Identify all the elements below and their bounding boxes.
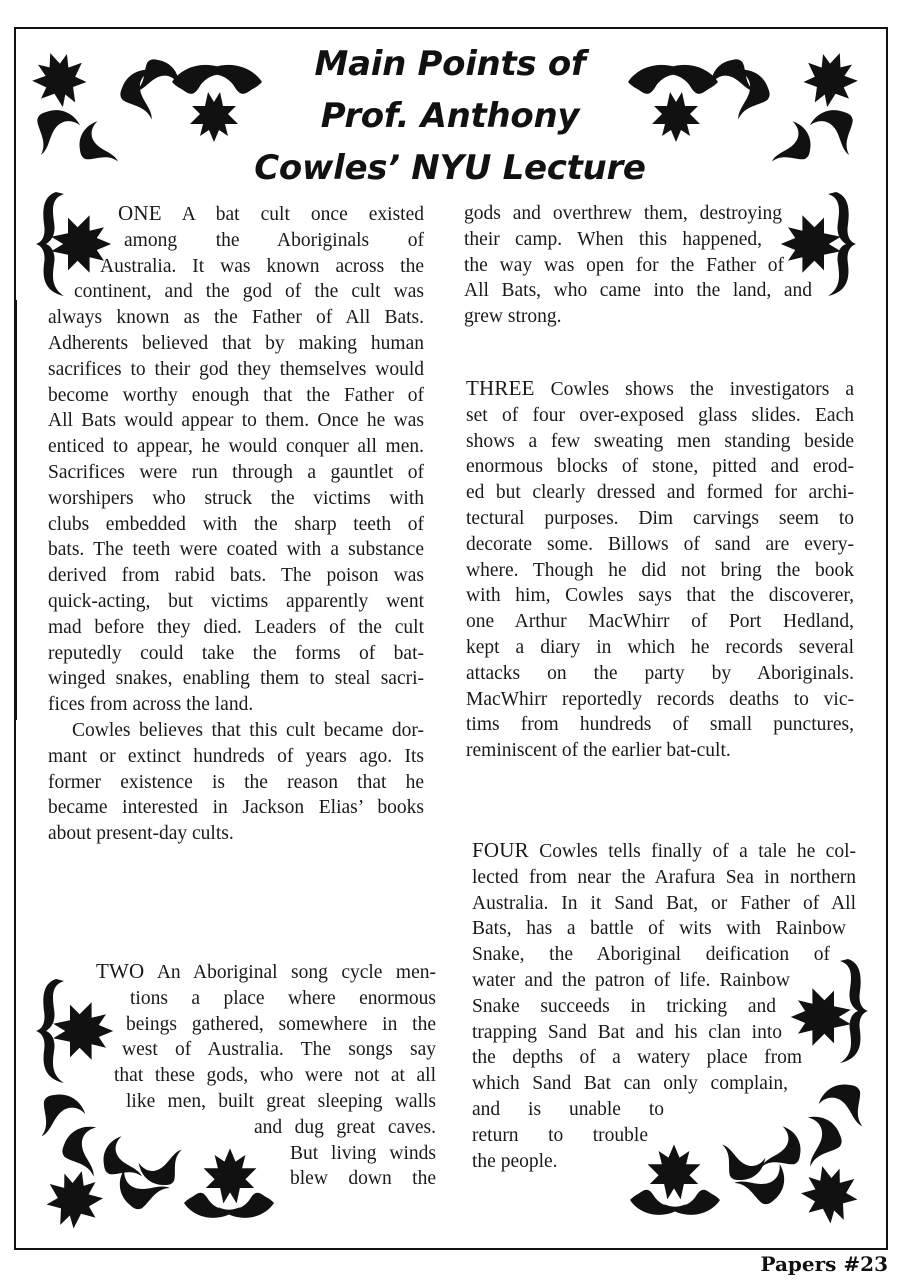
text-line: the depths of a watery place from <box>472 1047 802 1069</box>
text-line: one Arthur MacWhirr of Port Hedland, <box>466 611 854 633</box>
title-line-2: Prof. Anthony <box>320 96 580 136</box>
text-line: and dug great caves. <box>254 1116 436 1138</box>
text-line: where. Though he did not bring the book <box>466 559 854 581</box>
section-lead-three: THREE <box>466 376 535 400</box>
text-line: return to trouble <box>472 1124 648 1146</box>
text-line: mant or extinct hundreds of years ago. Its <box>48 745 424 767</box>
text-line: tions a place where enormous <box>130 987 436 1009</box>
text-line: blew down the <box>290 1168 436 1190</box>
text-line: ONE A bat cult once existed <box>118 201 424 225</box>
text-line: Australia. It was known across the <box>100 255 424 277</box>
section-lead-two: TWO <box>96 959 145 983</box>
text-line: worshipers who struck the victims with <box>48 487 424 509</box>
text-line: their camp. When this happened, <box>464 228 762 250</box>
text-line: reminiscent of the earlier bat-cult. <box>466 740 731 762</box>
text-line: tims from hundreds of small punctures, <box>466 714 854 736</box>
text-line: TWO An Aboriginal song cycle men- <box>96 959 436 983</box>
text-line: grew strong. <box>464 306 562 328</box>
text-line: Sacrifices were run through a gauntlet of <box>48 461 424 483</box>
text-line: attacks on the party by Aboriginals. <box>466 662 854 684</box>
text-line: Bats, has a battle of wits with Rainbow <box>472 918 846 940</box>
text-line: enormous blocks of stone, pitted and erod- <box>466 456 854 478</box>
section-three <box>466 376 854 764</box>
text-line: ed but clearly dressed and formed for archi- <box>466 482 854 504</box>
section-two-continued <box>464 201 814 330</box>
text-line: gods and overthrew them, destroying <box>464 203 782 224</box>
text-line: FOUR Cowles tells finally of a tale he col- <box>472 838 856 862</box>
text-line: winged snakes, enabling them to steal sacri- <box>48 668 424 690</box>
text-line: former existence is the reason that he <box>48 771 424 793</box>
text-line: mad before they died. Leaders of the cult <box>48 616 424 638</box>
text-line: fices from across the land. <box>48 694 254 716</box>
page-footer: Papers #23 <box>760 1252 888 1276</box>
page-title <box>240 38 660 194</box>
text-line: water and the patron of life. Rainbow <box>472 969 790 991</box>
section-lead-four: FOUR <box>472 838 529 862</box>
text-line: But living winds <box>290 1142 436 1164</box>
text-line: that these gods, who were not at all <box>114 1065 436 1087</box>
section-four <box>472 838 856 1174</box>
text-line: All Bats, who came into the land, and <box>464 280 812 302</box>
text-line: tectural purposes. Dim carvings seem to <box>466 507 854 529</box>
text-line: which Sand Bat can only complain, <box>472 1073 788 1095</box>
text-line: sacrifices to their god they themselves would <box>48 358 424 380</box>
text-line: kept a diary in which he records several <box>466 636 854 658</box>
section-lead-one: ONE <box>118 201 162 225</box>
text-line: always known as the Father of All Bats. <box>48 307 424 329</box>
text-line: lected from near the Arafura Sea in northern <box>472 866 856 888</box>
text-line: reputedly could take the forms of bat- <box>48 642 424 664</box>
text-line: decorate some. Billows of sand are every- <box>466 533 854 555</box>
text-line: derived from rabid bats. The poison was <box>48 565 424 587</box>
text-line: among the Aboriginals of <box>124 229 424 251</box>
text-line: quick-acting, but victims apparently went <box>48 590 424 612</box>
text-line: THREE Cowles shows the investigators a <box>466 376 854 400</box>
text-line: bats. The teeth were coated with a substance <box>48 539 424 561</box>
ornament-corner-top-right-icon <box>620 38 860 198</box>
text-line: clubs embedded with the sharp teeth of <box>48 513 424 535</box>
section-one <box>48 201 424 847</box>
text-line: trapping Sand Bat and his clan into <box>472 1021 782 1043</box>
title-line-3: Cowles’ NYU Lecture <box>254 148 646 188</box>
text-line: about present-day cults. <box>48 823 234 845</box>
text-line: the way was open for the Father of <box>464 254 784 276</box>
text-line: Cowles believes that this cult became dor- <box>72 719 424 741</box>
text-line: become worthy enough that the Father of <box>48 384 424 406</box>
text-line: Snake, the Aboriginal deification of <box>472 944 830 966</box>
text-line: set of four over-exposed glass slides. Each <box>466 404 854 426</box>
text-line: became interested in Jackson Elias’ books <box>48 797 424 819</box>
text-line: MacWhirr reportedly records deaths to vic- <box>466 688 854 710</box>
section-two <box>48 959 436 1192</box>
frame-edge <box>14 300 17 720</box>
title-line-1: Main Points of <box>314 44 586 84</box>
text-line: All Bats would appear to them. Once he was <box>48 410 424 432</box>
text-line: Adherents believed that by making human <box>48 332 424 354</box>
text-line: Australia. In it Sand Bat, or Father of All <box>472 892 856 914</box>
ornament-corner-top-left-icon <box>30 38 270 198</box>
text-line: beings gathered, somewhere in the <box>126 1013 436 1035</box>
text-line: with him, Cowles says that the discoverer, <box>466 585 854 607</box>
text-line: the people. <box>472 1150 558 1172</box>
text-line: enticed to appear, he would conquer all men. <box>48 436 424 458</box>
text-line: and is unable to <box>472 1098 664 1120</box>
text-line: Snake succeeds in tricking and <box>472 995 776 1017</box>
text-line: like men, built great sleeping walls <box>126 1090 436 1112</box>
text-line: shows a few sweating men standing beside <box>466 430 854 452</box>
text-line: west of Australia. The songs say <box>122 1039 436 1061</box>
text-line: continent, and the god of the cult was <box>74 281 424 303</box>
